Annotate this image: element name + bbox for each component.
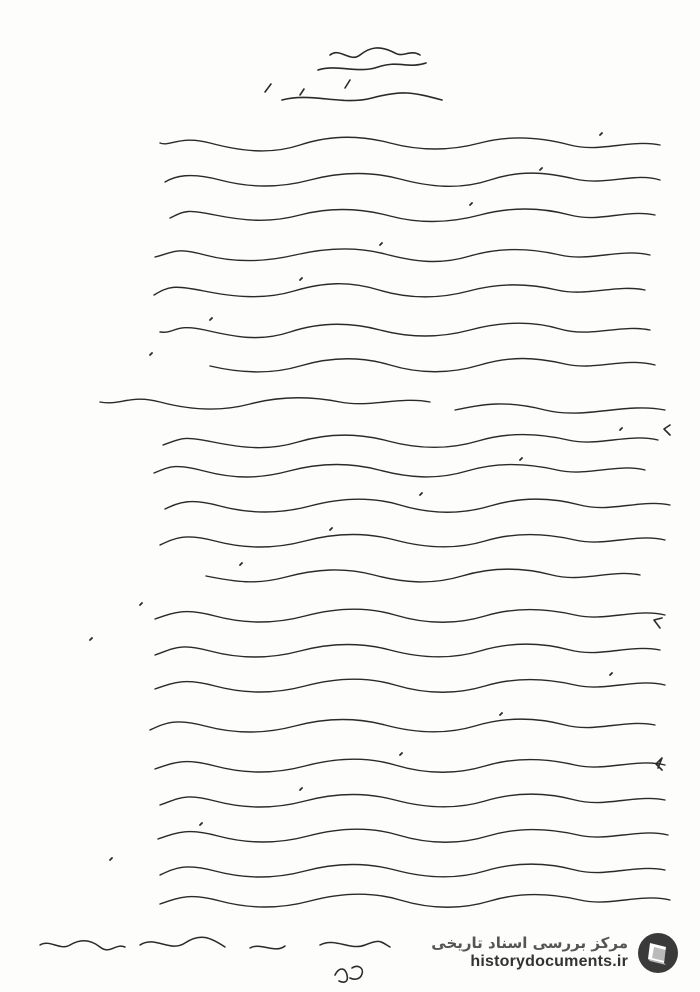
letter-body <box>100 137 670 907</box>
archive-logo-icon <box>636 931 680 975</box>
margin-numbers <box>654 425 670 770</box>
archive-watermark <box>430 925 680 981</box>
watermark-text <box>431 934 628 972</box>
watermark-site: historydocuments.ir <box>470 953 628 970</box>
diacritic-marks <box>90 133 622 860</box>
signatures <box>40 937 390 950</box>
page-number-mark <box>335 966 362 982</box>
letter-heading <box>265 48 442 101</box>
watermark-title: مرکز بررسی اسناد تاریخی <box>431 934 628 952</box>
